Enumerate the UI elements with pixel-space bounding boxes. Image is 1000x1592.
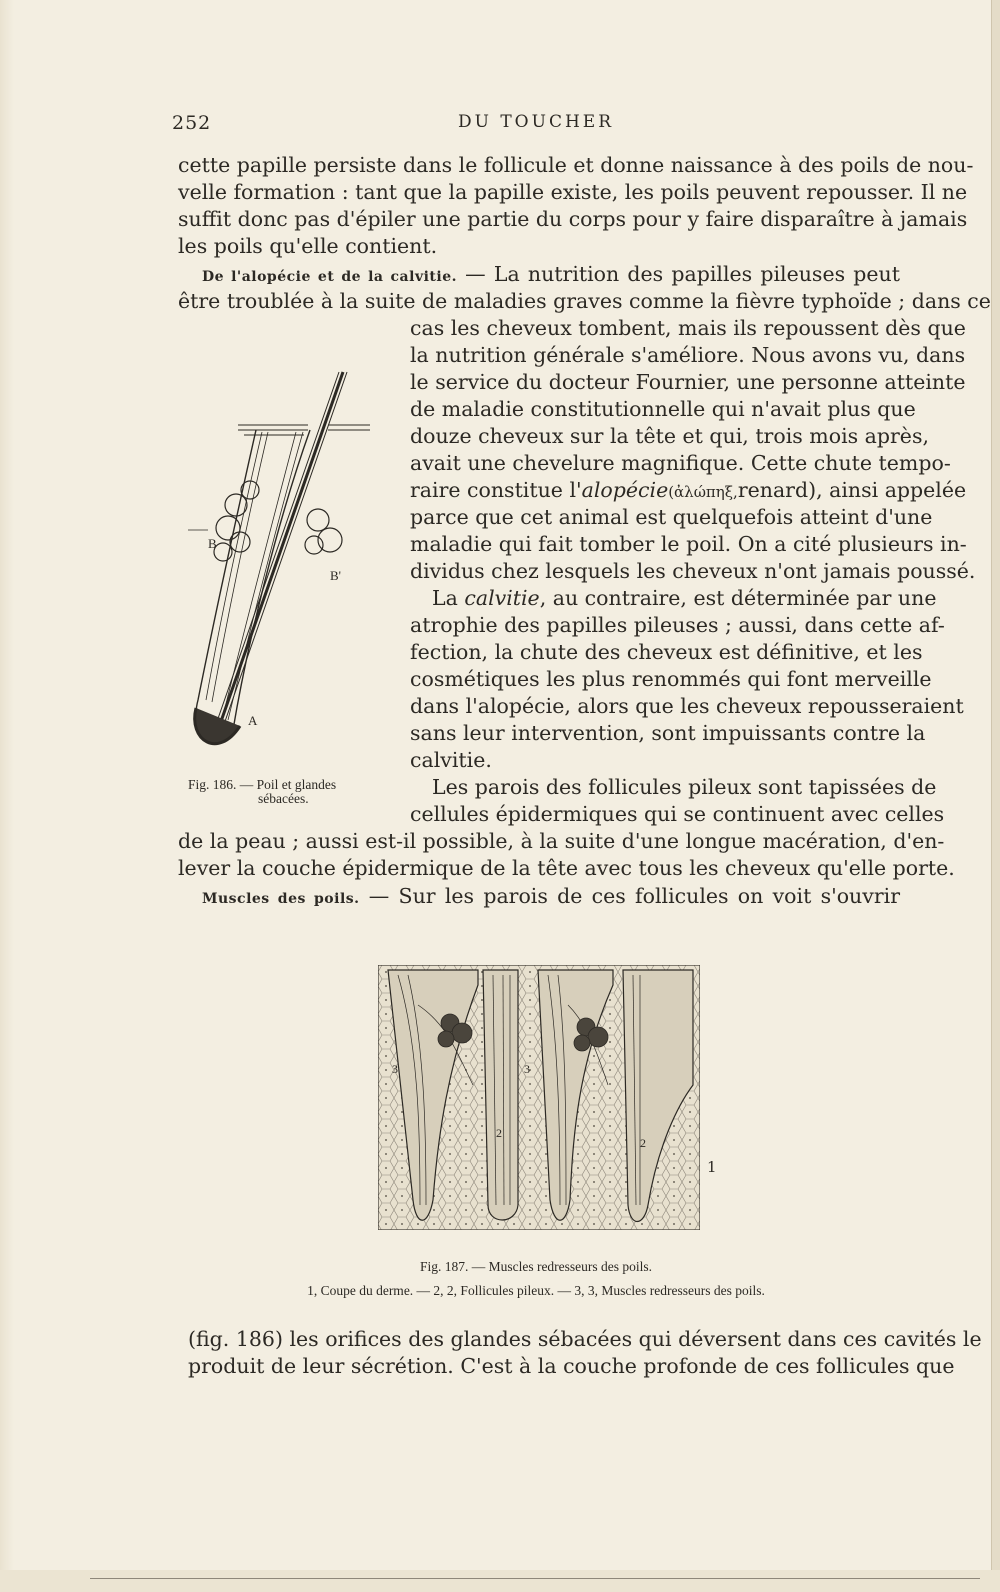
text-line: cellules épidermiques qui se continuent avec celles [410,802,945,826]
hair-follicle-illustration [178,370,378,780]
label-1: 1 [707,1158,717,1176]
text-span: La [432,586,465,610]
term-alopecie: alopécie [581,478,669,502]
calvitie-line [432,585,937,612]
text-line: douze cheveux sur la tête et qui, trois mois après, [410,424,929,448]
alopecie-definition-line [410,477,967,506]
side-heading-muscles: Muscles des poils. [202,891,360,907]
caption-line: sébacées. [258,791,309,806]
text-line: fection, la chute des cheveux est définitive, et les [410,640,923,664]
text-line: dividus chez lesquels les cheveux n'ont jamais poussé. [410,559,976,583]
label-b-prime: B' [330,568,342,583]
side-heading-alopecie: De l'alopécie et de la calvitie. [202,269,457,285]
text-line: suffit donc pas d'épiler une partie du corps pour y faire disparaître à jamais [178,207,968,231]
text-line: Les parois des follicules pileux sont tapissées de [432,775,937,799]
greek-etymology: (ἀλώπηξ, [668,483,738,501]
text-line: avait une chevelure magnifique. Cette chute tempo- [410,451,951,475]
caption-title: Fig. 187. — Muscles redresseurs des poils. [419,1259,653,1274]
text-line: dans l'alopécie, alors que les cheveux repousseraient [410,694,964,718]
bottom-edge [0,1570,1000,1592]
text-line: cosmétiques les plus renommés qui font merveille [410,667,932,691]
text-line: de maladie constitutionnelle qui n'avait plus que [410,397,916,421]
figure-186-caption [188,778,388,806]
text-line: les poils qu'elle contient. [178,234,438,258]
text-line: le service du docteur Fournier, une personne atteinte [410,370,966,394]
text-span: , au contraire, est déterminée par une [539,586,937,610]
label-2-right: 2 [640,1136,646,1150]
page-header [172,112,900,142]
text-line: la nutrition générale s'améliore. Nous avons vu, dans [410,343,966,367]
text-line: (fig. 186) les orifices des glandes sébacées qui déversent dans ces cavités le [188,1327,982,1351]
text-span: — La nutrition des papilles pileuses peut [456,262,900,286]
text-line: sans leur intervention, sont impuissants contre la [410,721,926,745]
text-line: atrophie des papilles pileuses ; aussi, dans cette af- [410,613,945,637]
text-line: velle formation : tant que la papille existe, les poils peuvent repousser. Il ne [178,180,968,204]
label-2-left: 2 [496,1126,502,1140]
right-page-edge [991,0,1000,1592]
text-span: raire constitue l' [410,478,582,502]
figure-187-caption [172,1255,900,1303]
text-line: être troublée à la suite de maladies graves comme la fièvre typhoïde ; dans ce [178,289,991,313]
text-line: cette papille persiste dans le follicule et donne naissance à des poils de nou- [178,153,974,177]
label-3-left: 3 [392,1062,398,1076]
caption-legend: 1, Coupe du derme. — 2, 2, Follicules pileux. — 3, 3, Muscles redresseurs des poils. [307,1283,765,1298]
page-number: 252 [172,112,212,134]
figure-186-hair-follicle [178,370,378,780]
text-line: lever la couche épidermique de la tête avec tous les cheveux qu'elle porte. [178,856,955,880]
section-alopecie-line [202,261,900,291]
running-title: DU TOUCHER [457,112,614,132]
term-calvitie: calvitie [464,586,540,610]
text-span: — Sur les parois de ces follicules on voit s'ouvrir [359,884,901,908]
label-a: A [248,713,258,728]
page-edge [0,0,14,1592]
text-line: parce que cet animal est quelquefois atteint d'une [410,505,933,529]
text-line: produit de leur sécrétion. C'est à la couche profonde de ces follicules que [188,1354,955,1378]
section-muscles-line [202,883,900,913]
figure-187-arrector-muscles [378,965,700,1230]
text-line: cas les cheveux tombent, mais ils repoussent dès que [410,316,966,340]
text-line: maladie qui fait tomber le poil. On a cité plusieurs in- [410,532,967,556]
text-line: de la peau ; aussi est-il possible, à la suite d'une longue macération, d'en- [178,829,945,853]
text-span: renard), ainsi appelée [737,478,967,502]
dermis-section-illustration [378,965,700,1230]
text-line: calvitie. [410,748,492,772]
caption-line: Fig. 186. — Poil et glandes [188,777,337,792]
label-3-right: 3 [524,1062,530,1076]
label-b: B [208,536,217,551]
